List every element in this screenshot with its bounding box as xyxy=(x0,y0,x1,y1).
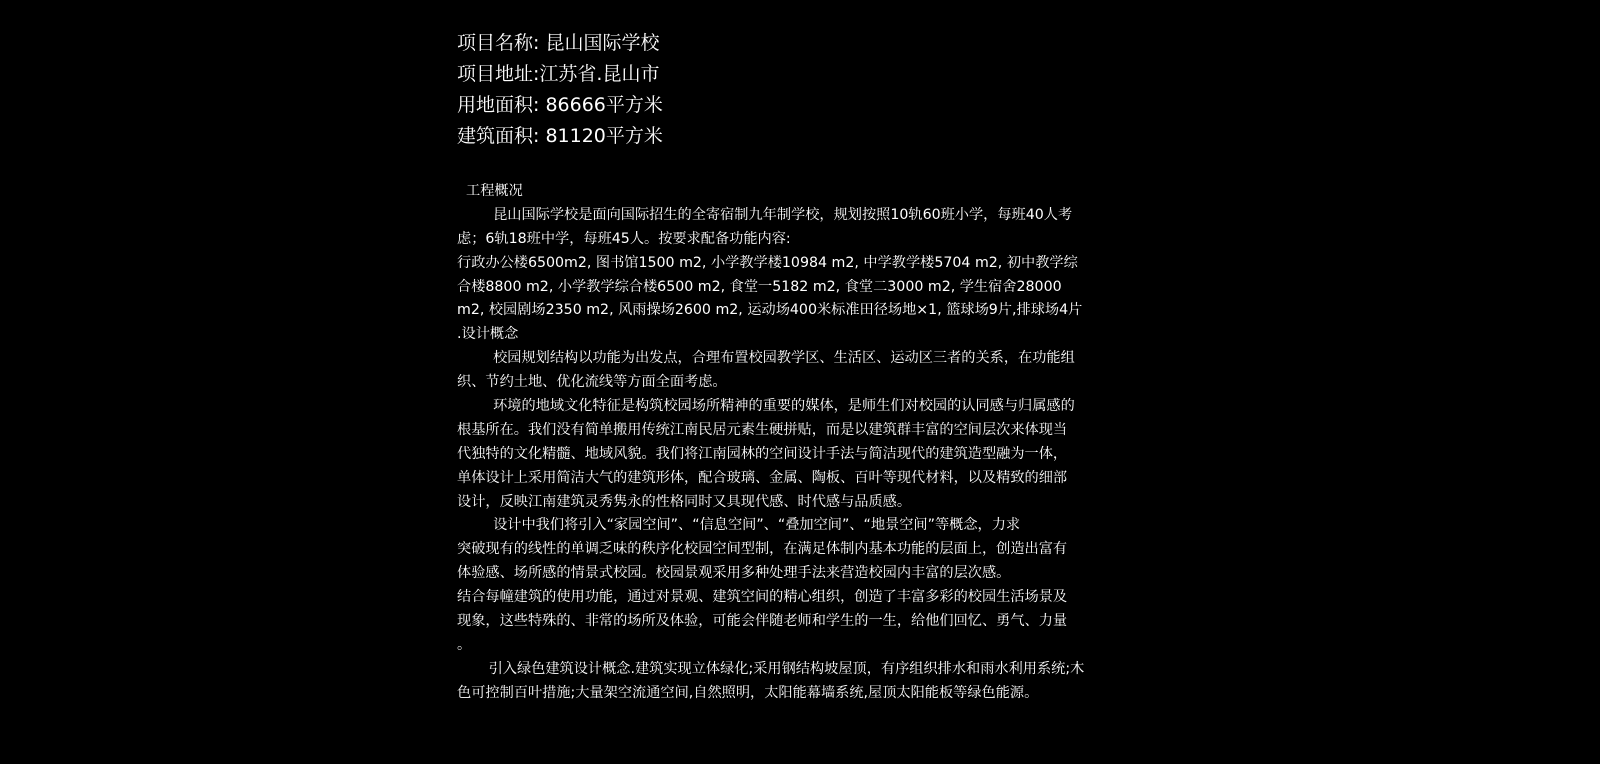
text-line: 织、节约土地、优化流线等方面全面考虑。 xyxy=(457,374,727,391)
text-line: 根基所在。我们没有简单搬用传统江南民居元素生硬拼贴，而是以建筑群丰富的空间层次来体现当 xyxy=(457,421,1068,438)
text-line: 。 xyxy=(457,636,472,653)
text-line: 单体设计上采用简洁大气的建筑形体，配合玻璃、金属、陶板、百叶等现代材料，以及精致的细部 xyxy=(457,469,1068,486)
text-line: 体验感、场所感的情景式校园。校园景观采用多种处理手法来营造校园内丰富的层次感。 xyxy=(457,565,1011,582)
text-line: 引入绿色建筑设计概念.建筑实现立体绿化;采用钢结构坡屋顶，有序组织排水和雨水利用系统;木 xyxy=(457,660,1085,677)
text-line: 结合每幢建筑的使用功能，通过对景观、建筑空间的精心组织，创造了丰富多彩的校园生活场景及 xyxy=(457,589,1068,606)
project-address-line: 项目地址:江苏省.昆山市 xyxy=(457,63,660,85)
text-line: 色可控制百叶措施;大量架空流通空间,自然照明，太阳能幕墙系统,屋顶太阳能板等绿色能源。 xyxy=(457,684,1039,701)
text-line: 环境的地域文化特征是构筑校园场所精神的重要的媒体，是师生们对校园的认同感与归属感的 xyxy=(457,398,1075,415)
text-line: 突破现有的线性的单调乏味的秩序化校园空间型制，在满足体制内基本功能的层面上，创造出富有 xyxy=(457,541,1068,558)
site-area-line: 用地面积: 86666平方米 xyxy=(457,94,663,116)
design-concept-heading: .设计概念 xyxy=(457,326,519,343)
text-line: 虑；6轨18班中学，每班45人。按要求配备功能内容: xyxy=(457,230,791,247)
overview-heading: 工程概况 xyxy=(457,183,523,199)
text-line: 昆山国际学校是面向国际招生的全寄宿制九年制学校，规划按照10轨60班小学，每班40人考 xyxy=(457,206,1073,223)
text-line: 代独特的文化精髓、地域风貌。我们将江南园林的空间设计手法与简洁现代的建筑造型融为一体， xyxy=(457,445,1068,462)
text-line: 校园规划结构以功能为出发点，合理布置校园教学区、生活区、运动区三者的关系，在功能组 xyxy=(457,350,1075,367)
text-line: 现象，这些特殊的、非常的场所及体验，可能会伴随老师和学生的一生，给他们回忆、勇气、力量 xyxy=(457,613,1068,630)
building-area-line: 建筑面积: 81120平方米 xyxy=(457,125,663,147)
text-line: 设计中我们将引入“家园空间”、“信息空间”、“叠加空间”、“地景空间”等概念，力求 xyxy=(457,517,1021,534)
project-info-block xyxy=(457,28,1157,152)
text-line: 合楼8800 m2, 小学教学综合楼6500 m2, 食堂一5182 m2, 食堂二3000 m2, 学生宿舍28000 xyxy=(457,278,1062,295)
text-line: 设计，反映江南建筑灵秀隽永的性格同时又具现代感、时代感与品质感。 xyxy=(457,493,912,510)
overview-section xyxy=(457,180,1117,706)
text-line: m2, 校园剧场2350 m2, 风雨操场2600 m2, 运动场400米标准田径场地×1, 篮球场9片,排球场4片 xyxy=(457,302,1083,319)
text-line: 行政办公楼6500m2, 图书馆1500 m2, 小学教学楼10984 m2, 中学教学楼5704 m2, 初中教学综 xyxy=(457,254,1078,271)
project-name-line: 项目名称: 昆山国际学校 xyxy=(457,32,660,54)
